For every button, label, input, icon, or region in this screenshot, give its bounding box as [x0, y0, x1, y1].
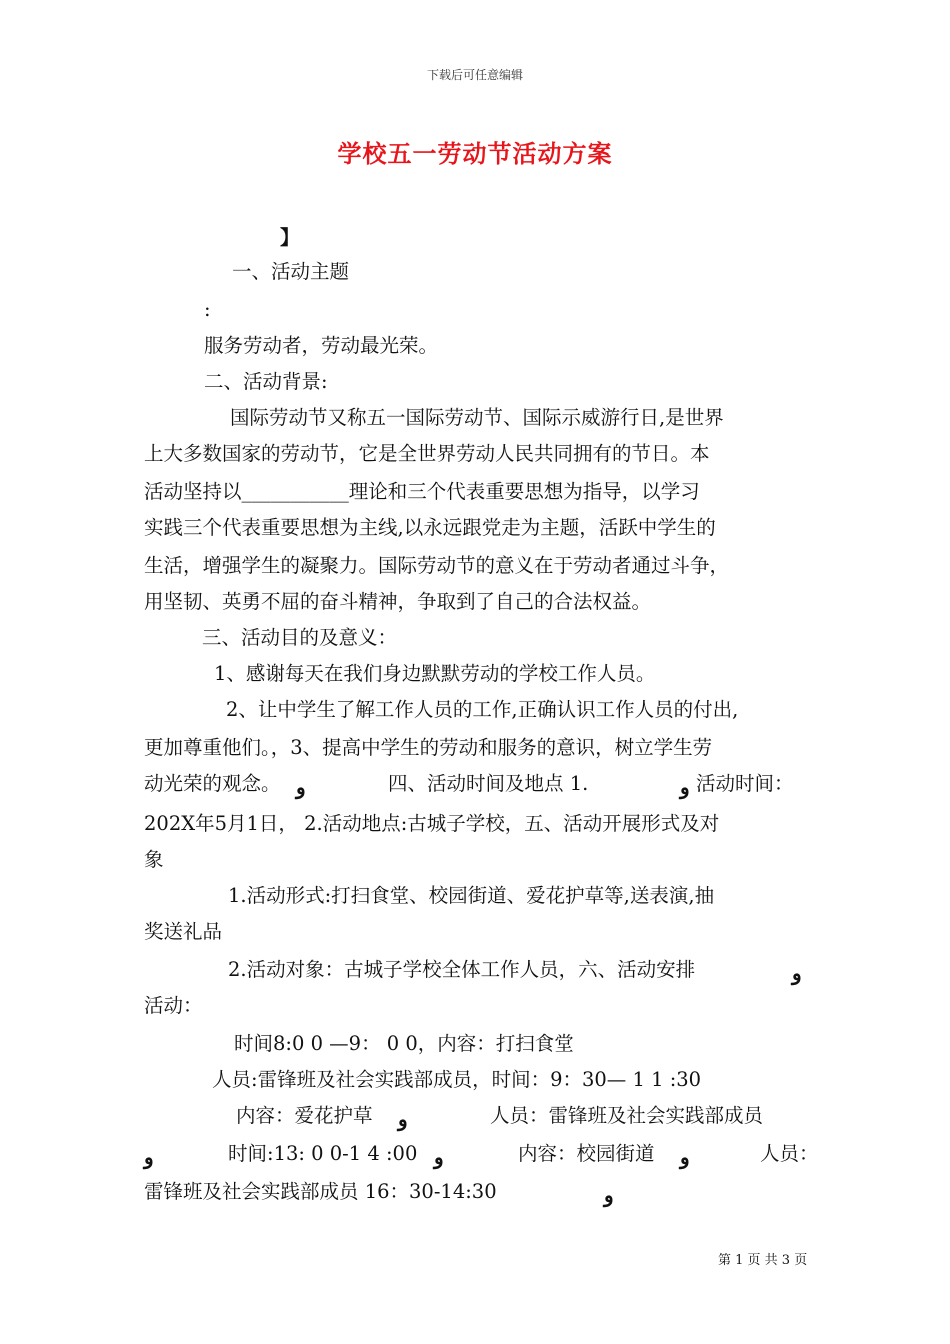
stray-glyph: و	[144, 1145, 154, 1169]
text-line: 活动坚持以___________理论和三个代表重要思想为指导，以学习	[144, 480, 700, 503]
text-line: 活动时间：	[696, 772, 794, 795]
section-heading: 三、活动目的及意义：	[202, 626, 398, 649]
page-number: 第 1 页 共 3 页	[718, 1253, 808, 1268]
schedule-line: 内容：校园街道	[518, 1142, 655, 1165]
text-line: 202X年5月1日， 2.活动地点:古城子学校，五、活动开展形式及对	[144, 812, 720, 835]
text-line: 更加尊重他们。，3、提高中学生的劳动和服务的意识，树立学生劳	[144, 736, 713, 759]
schedule-line: 人员：雷锋班及社会实践部成员	[490, 1104, 764, 1127]
stray-glyph: و	[296, 775, 306, 799]
text-line: 活动：	[144, 994, 203, 1017]
schedule-line: 时间8:0 0 —9： 0 0，内容：打扫食堂	[234, 1032, 574, 1055]
document-title: 学校五一劳动节活动方案	[337, 139, 613, 168]
schedule-line: 人员：	[760, 1142, 819, 1165]
stray-glyph: و	[398, 1107, 408, 1131]
text-line: 2.活动对象：古城子学校全体工作人员，六、活动安排	[228, 958, 696, 981]
text-line: 奖送礼品	[144, 920, 223, 943]
text-line: 2、让中学生了解工作人员的工作,正确认识工作人员的付出,	[226, 698, 739, 721]
stray-glyph: و	[792, 961, 802, 985]
text-line: 象	[144, 848, 164, 871]
text-line: 上大多数国家的劳动节，它是全世界劳动人民共同拥有的节日。本	[144, 442, 710, 465]
text-line: 生活，增强学生的凝聚力。国际劳动节的意义在于劳动者通过斗争，	[144, 554, 730, 577]
text-line: 动光荣的观念。	[144, 772, 281, 795]
schedule-line: 人员:雷锋班及社会实践部成员，时间：9：30— 1 1 :30	[212, 1068, 702, 1091]
stray-glyph: و	[604, 1183, 614, 1207]
colon-mark: :	[204, 298, 211, 321]
stray-glyph: و	[434, 1145, 444, 1169]
section-heading: 二、活动背景:	[204, 370, 328, 393]
header-note: 下载后可任意编辑	[426, 68, 523, 82]
text-line: 1.活动形式:打扫食堂、校园街道、爱花护草等,送表演,抽	[228, 884, 715, 907]
text-line: 实践三个代表重要思想为主线,以永远跟党走为主题，活跃中学生的	[144, 516, 716, 539]
bracket-mark: 】	[280, 226, 300, 249]
text-line: 用坚韧、英勇不屈的奋斗精神，争取到了自己的合法权益。	[144, 590, 652, 613]
schedule-line: 内容：爱花护草	[236, 1104, 373, 1127]
text-line: 服务劳动者，劳动最光荣。	[204, 334, 439, 357]
stray-glyph: و	[680, 1145, 690, 1169]
text-line: 1、感谢每天在我们身边默默劳动的学校工作人员。	[214, 662, 656, 685]
schedule-line: 时间:13: 0 0-1 4 :00	[228, 1142, 418, 1165]
stray-glyph: و	[680, 775, 690, 799]
schedule-line: 雷锋班及社会实践部成员 16：30-14:30	[144, 1180, 497, 1203]
section-heading: 四、活动时间及地点 1.	[388, 772, 589, 795]
section-heading: 一、活动主题	[232, 260, 350, 283]
text-line: 国际劳动节又称五一国际劳动节、国际示威游行日,是世界	[230, 406, 724, 429]
